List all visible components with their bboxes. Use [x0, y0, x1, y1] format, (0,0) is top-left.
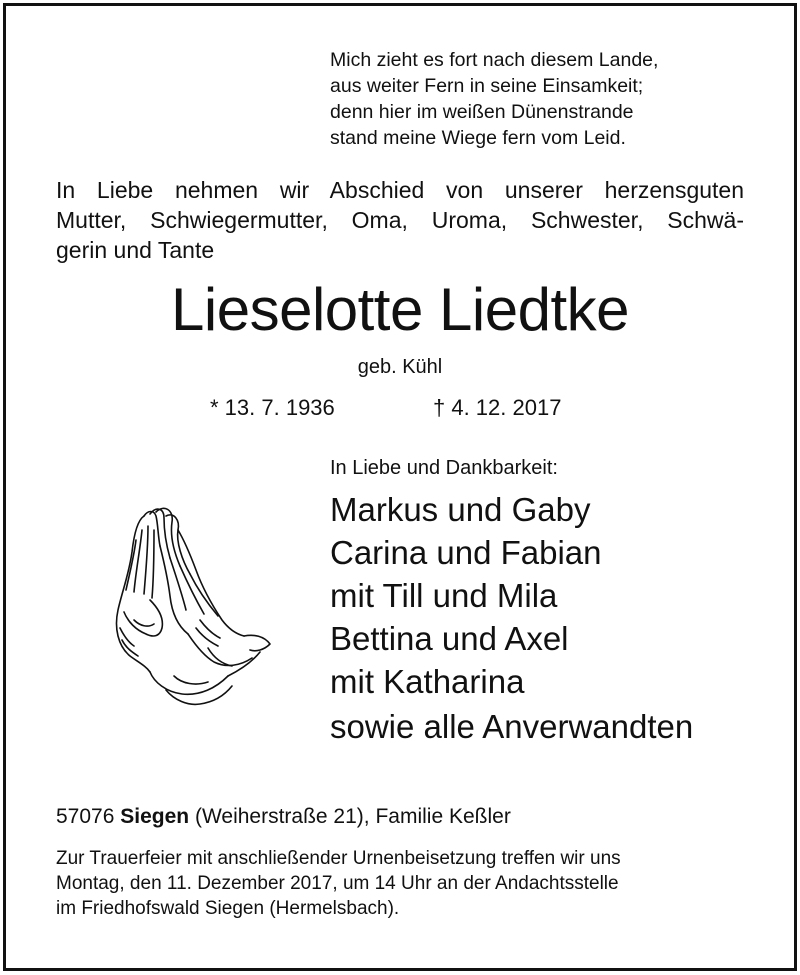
- poem-line: aus weiter Fern in seine Einsamkeit;: [330, 75, 644, 97]
- address-city: Siegen: [120, 805, 190, 828]
- poem-line: Mich zieht es fort nach diesem Lande,: [330, 49, 659, 71]
- address-postcode: 57076: [56, 805, 115, 828]
- mourner-line: Carina und Fabian: [330, 534, 602, 571]
- family-address: [56, 803, 511, 831]
- poem-line: denn hier im weißen Dünenstrande: [330, 101, 634, 123]
- farewell-text: [56, 175, 744, 265]
- birth-date: * 13. 7. 1936: [210, 395, 335, 420]
- mourner-line: Bettina und Axel: [330, 620, 569, 657]
- mourner-line: mit Till und Mila: [330, 577, 558, 614]
- notice-line: im Friedhofswald Siegen (Hermelsbach).: [56, 898, 400, 919]
- funeral-notice: [56, 846, 746, 921]
- poem-line: stand meine Wiege fern vom Leid.: [330, 127, 626, 149]
- mourner-line: Markus und Gaby: [330, 491, 591, 528]
- notice-line: Montag, den 11. Dezember 2017, um 14 Uhr an der Andachtsstelle: [56, 873, 619, 894]
- birth-name: geb. Kühl: [357, 356, 443, 378]
- farewell-line: gerin und Tante: [56, 237, 215, 263]
- praying-hands-icon: [104, 500, 274, 710]
- notice-line: Zur Trauerfeier mit anschließender Urnenbeisetzung treffen wir uns: [56, 848, 621, 869]
- mourners-heading: In Liebe und Dankbarkeit:: [330, 457, 558, 479]
- deceased-name: Lieselotte Liedtke: [171, 276, 629, 343]
- farewell-line: Mutter, Schwiegermutter, Oma, Uroma, Schwester, Schwä-: [56, 207, 744, 233]
- mourners-block: [330, 454, 693, 748]
- mourner-line: mit Katharina: [330, 663, 525, 700]
- farewell-line: In Liebe nehmen wir Abschied von unserer herzensguten: [56, 177, 744, 203]
- address-detail: (Weiherstraße 21), Familie Keßler: [194, 805, 511, 828]
- mourner-line: sowie alle Anverwandten: [330, 708, 694, 745]
- death-date: † 4. 12. 2017: [433, 395, 562, 420]
- poem-verse: [330, 47, 658, 151]
